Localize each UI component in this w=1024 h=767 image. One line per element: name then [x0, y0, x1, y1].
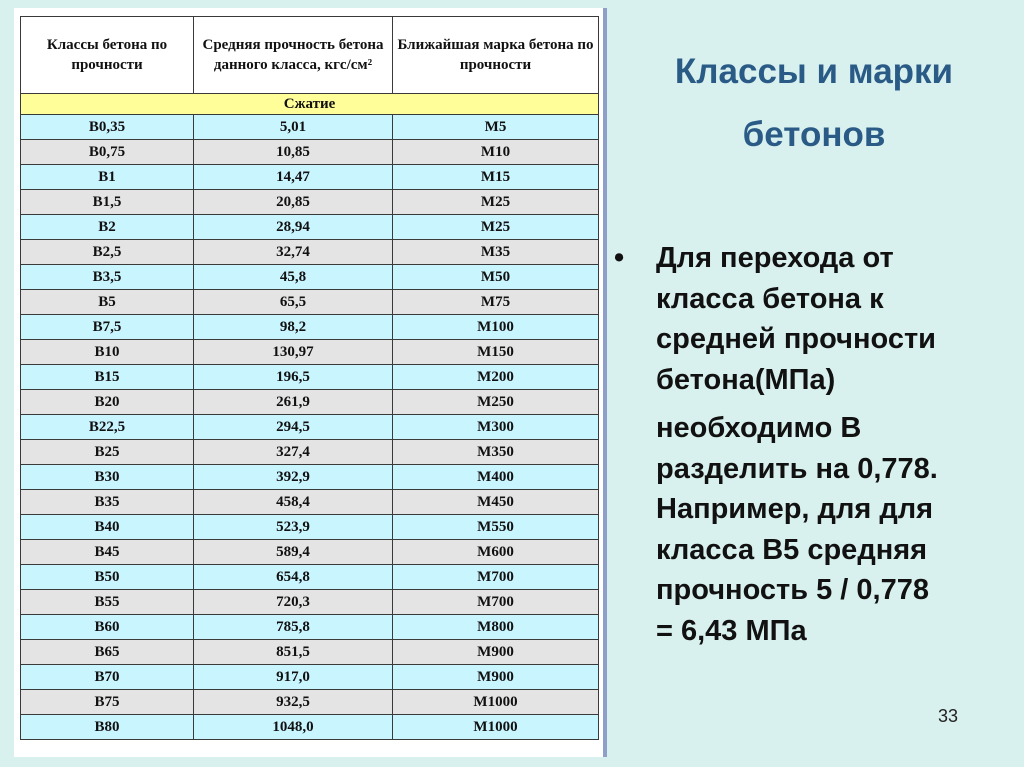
cell-average-strength: 28,94: [194, 215, 393, 240]
cell-concrete-class: В35: [21, 490, 194, 515]
table-row: [21, 165, 599, 190]
cell-average-strength: 917,0: [194, 665, 393, 690]
table-row: [21, 640, 599, 665]
cell-concrete-class: В75: [21, 690, 194, 715]
cell-concrete-class: В30: [21, 465, 194, 490]
table-panel: [14, 8, 607, 757]
cell-average-strength: 196,5: [194, 365, 393, 390]
cell-average-strength: 523,9: [194, 515, 393, 540]
table-row: [21, 515, 599, 540]
cell-average-strength: 720,3: [194, 590, 393, 615]
cell-average-strength: 5,01: [194, 115, 393, 140]
cell-concrete-class: В15: [21, 365, 194, 390]
table-row: [21, 590, 599, 615]
table-row: [21, 665, 599, 690]
cell-nearest-grade: М450: [393, 490, 599, 515]
cell-nearest-grade: М100: [393, 315, 599, 340]
cell-concrete-class: В5: [21, 290, 194, 315]
table-row: [21, 315, 599, 340]
cell-average-strength: 392,9: [194, 465, 393, 490]
cell-nearest-grade: М400: [393, 465, 599, 490]
cell-nearest-grade: М1000: [393, 690, 599, 715]
bullet-paragraph-1: Для перехода от класса бетона к средней прочности бетона(МПа): [656, 242, 936, 396]
cell-average-strength: 10,85: [194, 140, 393, 165]
table-row: [21, 415, 599, 440]
concrete-classes-table: [20, 16, 599, 740]
table-row: [21, 115, 599, 140]
cell-nearest-grade: М800: [393, 615, 599, 640]
cell-concrete-class: В1,5: [21, 190, 194, 215]
table-row: [21, 140, 599, 165]
cell-nearest-grade: М5: [393, 115, 599, 140]
cell-nearest-grade: М900: [393, 640, 599, 665]
cell-average-strength: 851,5: [194, 640, 393, 665]
cell-average-strength: 785,8: [194, 615, 393, 640]
cell-average-strength: 654,8: [194, 565, 393, 590]
slide-title: [616, 44, 1012, 152]
table-row: [21, 215, 599, 240]
cell-concrete-class: В45: [21, 540, 194, 565]
table-row: [21, 340, 599, 365]
cell-average-strength: 1048,0: [194, 715, 393, 740]
table-row: [21, 290, 599, 315]
cell-average-strength: 261,9: [194, 390, 393, 415]
cell-concrete-class: В2,5: [21, 240, 194, 265]
cell-nearest-grade: М150: [393, 340, 599, 365]
table-row: [21, 690, 599, 715]
table-row: [21, 440, 599, 465]
cell-concrete-class: В2: [21, 215, 194, 240]
title-line-1: Классы и марки: [674, 52, 954, 91]
cell-concrete-class: В22,5: [21, 415, 194, 440]
cell-nearest-grade: М350: [393, 440, 599, 465]
cell-average-strength: 98,2: [194, 315, 393, 340]
table-row: [21, 465, 599, 490]
table-row: [21, 365, 599, 390]
cell-concrete-class: В7,5: [21, 315, 194, 340]
bullet-paragraph-2: необходимо В разделить на 0,778. Например, для для класса В5 средняя прочность 5 / 0,778 = 6,43 МПа: [656, 412, 938, 647]
cell-concrete-class: В80: [21, 715, 194, 740]
table-row: [21, 265, 599, 290]
cell-average-strength: 327,4: [194, 440, 393, 465]
cell-average-strength: 458,4: [194, 490, 393, 515]
cell-nearest-grade: М300: [393, 415, 599, 440]
table-row: [21, 390, 599, 415]
cell-nearest-grade: М25: [393, 190, 599, 215]
cell-concrete-class: В20: [21, 390, 194, 415]
section-label: Сжатие: [21, 94, 599, 115]
cell-nearest-grade: М35: [393, 240, 599, 265]
cell-concrete-class: В50: [21, 565, 194, 590]
cell-nearest-grade: М550: [393, 515, 599, 540]
cell-average-strength: 932,5: [194, 690, 393, 715]
table-row: [21, 540, 599, 565]
cell-nearest-grade: М50: [393, 265, 599, 290]
cell-nearest-grade: М600: [393, 540, 599, 565]
table-row: [21, 240, 599, 265]
cell-nearest-grade: М700: [393, 565, 599, 590]
header-nearest-grade: Ближайшая марка бетона по прочности: [393, 17, 599, 94]
cell-average-strength: 589,4: [194, 540, 393, 565]
cell-nearest-grade: М25: [393, 215, 599, 240]
cell-concrete-class: В10: [21, 340, 194, 365]
cell-concrete-class: В55: [21, 590, 194, 615]
table-row: [21, 715, 599, 740]
table-row: [21, 565, 599, 590]
cell-average-strength: 45,8: [194, 265, 393, 290]
bullet-marker: •: [614, 242, 625, 274]
cell-nearest-grade: М200: [393, 365, 599, 390]
cell-concrete-class: В60: [21, 615, 194, 640]
cell-average-strength: 14,47: [194, 165, 393, 190]
cell-concrete-class: В0,35: [21, 115, 194, 140]
header-concrete-class: Классы бетона по прочности: [21, 17, 194, 94]
table-row: [21, 615, 599, 640]
table-row: [21, 190, 599, 215]
cell-concrete-class: В70: [21, 665, 194, 690]
cell-nearest-grade: М1000: [393, 715, 599, 740]
section-row-compression: [21, 94, 599, 115]
table-header-row: [21, 17, 599, 94]
cell-average-strength: 32,74: [194, 240, 393, 265]
cell-concrete-class: В65: [21, 640, 194, 665]
bullet-block: [614, 238, 1014, 651]
cell-nearest-grade: М700: [393, 590, 599, 615]
header-average-strength: Средняя прочность бетона данного класса, кгс/см²: [194, 17, 393, 94]
cell-concrete-class: В1: [21, 165, 194, 190]
title-line-2: бетонов: [742, 115, 886, 154]
cell-nearest-grade: М10: [393, 140, 599, 165]
cell-concrete-class: В3,5: [21, 265, 194, 290]
cell-average-strength: 20,85: [194, 190, 393, 215]
page-number: 33: [938, 706, 959, 726]
cell-average-strength: 294,5: [194, 415, 393, 440]
cell-average-strength: 65,5: [194, 290, 393, 315]
cell-nearest-grade: М15: [393, 165, 599, 190]
cell-concrete-class: В25: [21, 440, 194, 465]
cell-nearest-grade: М250: [393, 390, 599, 415]
table-row: [21, 490, 599, 515]
cell-concrete-class: В0,75: [21, 140, 194, 165]
cell-concrete-class: В40: [21, 515, 194, 540]
cell-average-strength: 130,97: [194, 340, 393, 365]
cell-nearest-grade: М75: [393, 290, 599, 315]
cell-nearest-grade: М900: [393, 665, 599, 690]
